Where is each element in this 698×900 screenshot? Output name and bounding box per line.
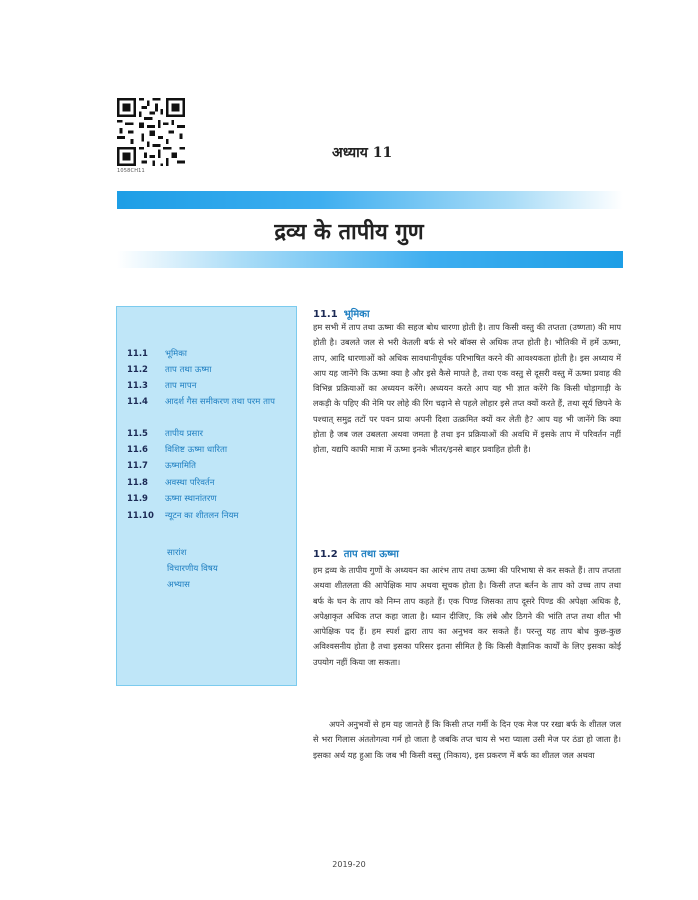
section-paragraph: अपने अनुभवों से हम यह जानते हैं कि किसी तप्त गर्मी के दिन एक मेज पर रखा बर्फ के शीतल जल से भरा गिलास अंततोगत्वा गर्म हो जाता है जबकि तप्त चाय से भरा प्याला उसी मेज पर ठंडा हो जाता है। इसका अर्थ यह हुआ कि जब भी किसी वस्तु (निकाय), इस प्रकरण में बर्फ का शीतल जल अथवा: [313, 719, 621, 760]
toc-item-label: ताप तथा ऊष्मा: [165, 365, 212, 375]
section-heading: [313, 306, 370, 320]
toc-points-to-ponder: विचारणीय विषय: [167, 564, 218, 574]
section-title: भूमिका: [343, 309, 370, 320]
section-paragraph: हम द्रव्य के तापीय गुणों के अध्ययन का आरंभ ताप तथा ऊष्मा की परिभाषा से कर सकते हैं। ताप तप्तता अथवा शीतलता की आपेक्षिक माप अथवा सूचक होता है। किसी तप्त बर्तन के ताप को उच्च ताप तथा बर्फ के घन के ताप को निम्न ताप कहते हैं। एक पिण्ड जिसका ताप दूसरे पिण्ड की अपेक्षा अधिक है, अपेक्षाकृत अधिक तप्त कहा जाता है। ध्यान दीजिए, कि लंबे और ठिगने की भांति तप्त तथा शीत भी आपेक्षिक पद हैं। हम स्पर्श द्वारा ताप का अनुभव कर सकते हैं। परन्तु यह ताप बोध कुछ-कुछ अविश्वसनीय होता है तथा इसका परिसर इतना सीमित है कि किसी वैज्ञानिक कार्यों के लिए इसका कोई उपयोग नहीं किया जा सकता।: [313, 565, 621, 667]
toc-item-number: 11.10: [127, 511, 154, 521]
chapter-label: अध्याय 11: [332, 145, 393, 161]
toc-item-number: 11.8: [127, 478, 148, 488]
toc-item-label: भूमिका: [165, 349, 187, 359]
toc-item-label: ऊष्मा स्थानांतरण: [165, 494, 217, 504]
toc-item-label: आदर्श गैस समीकरण तथा परम ताप: [165, 397, 275, 407]
toc-item-label: न्यूटन का शीतलन नियम: [165, 511, 239, 521]
toc-item-number: 11.5: [127, 429, 148, 439]
section-number: 11.2: [313, 549, 338, 560]
page-footer-year: 2019-20: [332, 860, 366, 869]
toc-item-label: ताप मापन: [165, 381, 197, 391]
toc-item-label: ऊष्मामिति: [165, 461, 196, 471]
chapter-title: द्रव्य के तापीय गुण: [274, 219, 424, 245]
section-heading: [313, 546, 399, 560]
section-title: ताप तथा ऊष्मा: [343, 549, 399, 560]
section-paragraph: हम सभी में ताप तथा ऊष्मा की सहज बोध धारणा होती है। ताप किसी वस्तु की तप्तता (उष्णता) की माप होती है। उबलते जल से भरी केतली बर्फ से भरे बॉक्स से अधिक तप्त होती है। भौतिकी में हमें ऊष्मा, ताप, आदि धारणाओं को अधिक सावधानीपूर्वक परिभाषित करने की आवश्यकता होती है। इस अध्याय में आप यह जानेंगे कि ऊष्मा क्या है और इसे कैसे मापते है, तथा एक वस्तु से दूसरी वस्तु में ऊष्मा प्रवाह की विभिन्न प्रक्रियाओं का अध्ययन करेंगे। अध्ययन करते आप यह भी ज्ञात करेंगे कि किसी घोड़ागाड़ी के लकड़ी के पहिए की नेमि पर लोहे की रिंग चढ़ाने से पहले लोहार इसे तप्त क्यों करते हैं, तथा सूर्य छिपने के पश्चात् समुद्र तटों पर पवन प्रायः अपनी दिशा उत्क्रमित क्यों कर लेती है? आप यह भी जानेंगे कि क्या होता है जब जल उबलता अथवा जमता है तथा इन प्रक्रियाओं की अवधि में इसके ताप में परिवर्तन नहीं होता, यद्यपि काफी मात्रा में ऊष्मा इनके भीतर/इनसे बाहर प्रवाहित होती है।: [313, 322, 621, 455]
toc-exercises: अभ्यास: [167, 580, 190, 590]
toc-item-number: 11.7: [127, 461, 148, 471]
toc-item-number: 11.1: [127, 349, 148, 359]
toc-item-number: 11.9: [127, 494, 148, 504]
section-number: 11.1: [313, 309, 338, 320]
toc-item-label: विशिष्ट ऊष्मा धारिता: [165, 445, 228, 455]
toc-item-number: 11.2: [127, 365, 148, 375]
header-band-bottom: [117, 251, 623, 268]
toc-item-number: 11.3: [127, 381, 148, 391]
chapter-contents-box: [116, 306, 297, 686]
qr-code: [117, 98, 185, 166]
toc-item-label: तापीय प्रसार: [165, 429, 203, 439]
qr-code-label: 1058CH11: [117, 168, 145, 174]
toc-summary: सारांश: [167, 548, 187, 558]
toc-item-number: 11.4: [127, 397, 148, 407]
toc-item-label: अवस्था परिवर्तन: [165, 478, 215, 488]
toc-item-number: 11.6: [127, 445, 148, 455]
header-band-top: [117, 191, 623, 209]
